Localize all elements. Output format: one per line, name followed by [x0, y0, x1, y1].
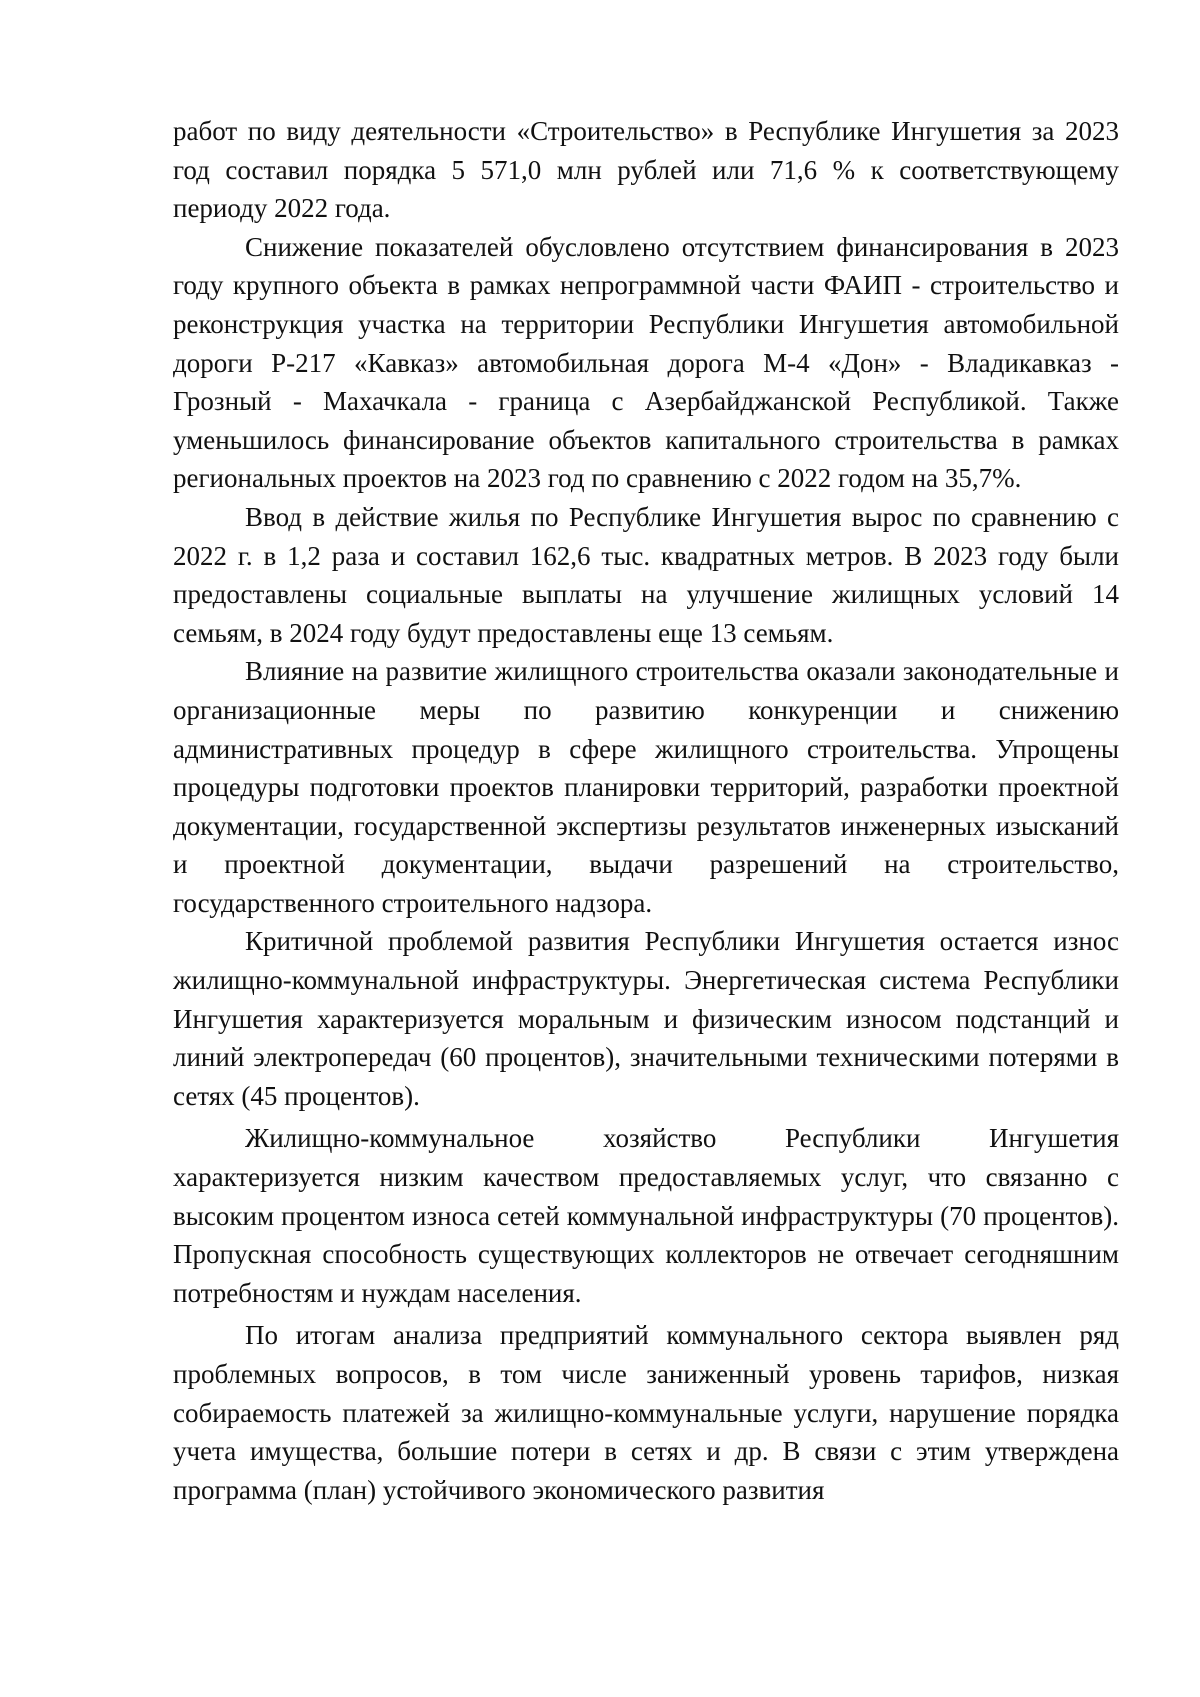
paragraph-housing-commissioning: Ввод в действие жилья по Республике Ингушетия вырос по сравнению с 2022 г. в 1,2 раза и составил 162,6 тыс. квадратных метров. В 2023 году были предоставлены социальные выплаты на улучшение жилищных условий 14 семьям, в 2024 году будут предоставлены еще 13 семьям.: [173, 501, 1119, 648]
paragraph-legislative-measures: Влияние на развитие жилищного строительства оказали законодательные и организационные меры по развитию конкуренции и снижению административных процедур в сфере жилищного строительства. Упрощены процедуры подготовки проектов планировки территорий, разработки проектной документации, государственной экспертизы результатов инженерных изысканий и проектной документации, выдачи разрешений на строительство, государственного строительного надзора.: [173, 656, 1119, 918]
paragraph-decline-reasons: Снижение показателей обусловлено отсутствием финансирования в 2023 году крупного объекта в рамках непрограммной части ФАИП - строительство и реконструкция участка на территории Республики Ингушетия автомобильной дороги Р-217 «Кавказ» автомобильная дорога М-4 «Дон» - Владикавказ - Грозный - Махачкала - граница с Азербайджанской Республикой. Также уменьшилось финансирование объектов капитального строительства в рамках региональных проектов на 2023 год по сравнению с 2022 годом на 35,7%.: [173, 231, 1119, 494]
document-page: [173, 112, 1119, 1509]
paragraph-construction-volume: работ по виду деятельности «Строительство» в Республике Ингушетия за 2023 год составил порядка 5 571,0 млн рублей или 71,6 % к соответствующему периоду 2022 года.: [173, 116, 1119, 224]
paragraph-housing-utilities: Жилищно-коммунальное хозяйство Республики Ингушетия характеризуется низким качеством предоставляемых услуг, что связанно с высоким процентом износа сетей коммунальной инфраструктуры (70 процентов). Пропускная способность существующих коллекторов не отвечает сегодняшним потребностям и нуждам населения.: [173, 1123, 1119, 1308]
paragraph-infrastructure-wear: Критичной проблемой развития Республики Ингушетия остается износ жилищно-коммунальной инфраструктуры. Энергетическая система Республики Ингушетия характеризуется моральным и физическим износом подстанций и линий электропередач (60 процентов), значительными техническими потерями в сетях (45 процентов).: [173, 926, 1119, 1111]
paragraph-utility-analysis: По итогам анализа предприятий коммунального сектора выявлен ряд проблемных вопросов, в том числе заниженный уровень тарифов, низкая собираемость платежей за жилищно-коммунальные услуги, нарушение порядка учета имущества, большие потери в сетях и др. В связи с этим утверждена программа (план) устойчивого экономического развития: [173, 1320, 1119, 1505]
